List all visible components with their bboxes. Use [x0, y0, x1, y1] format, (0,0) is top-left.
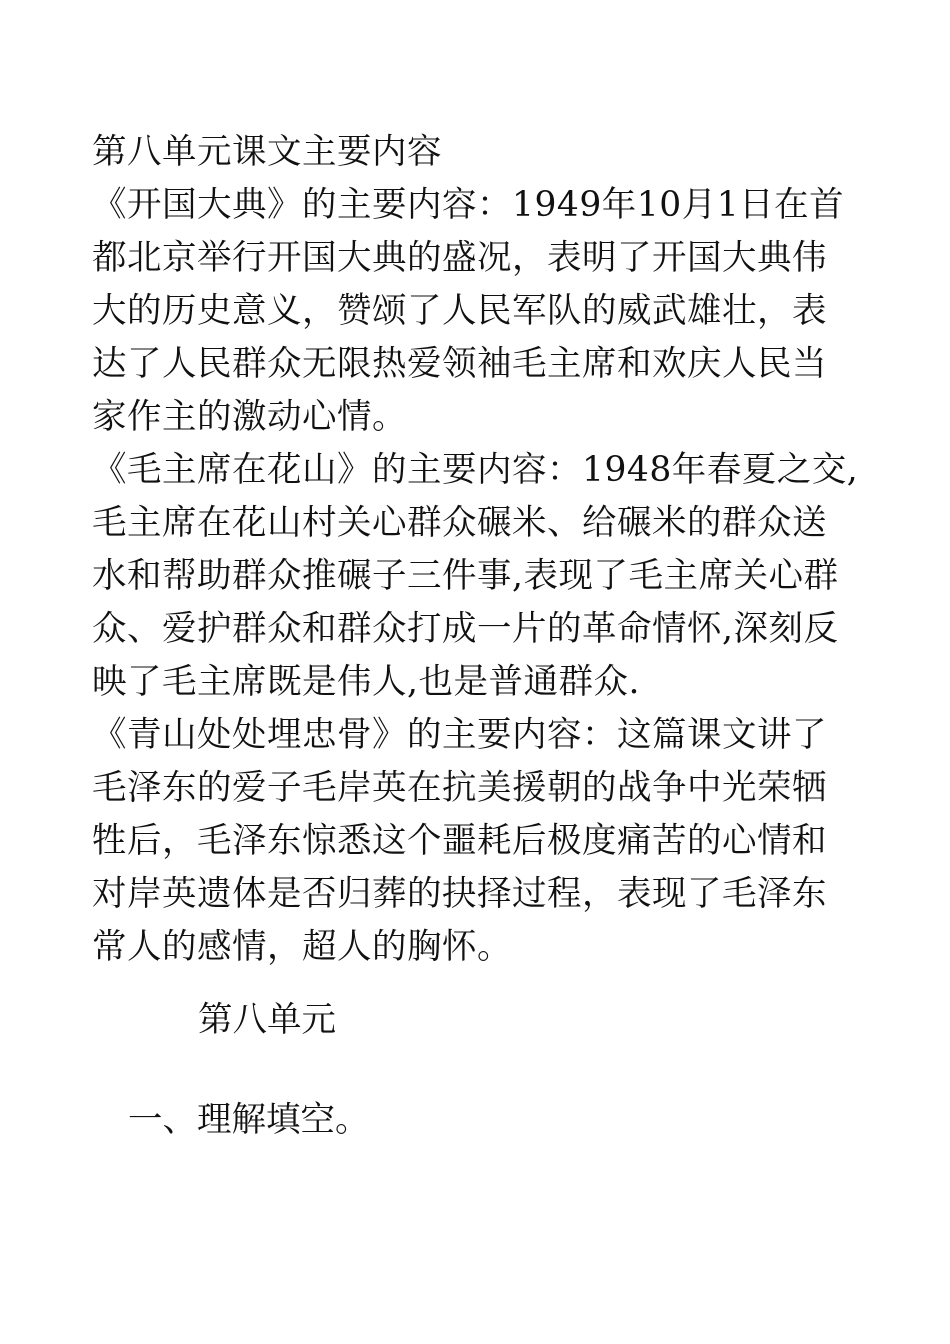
- paragraph-qingshan-zhonggu: 《青山处处埋忠骨》的主要内容：这篇课文讲了毛泽东的爱子毛岸英在抗美援朝的战争中光荣牺牲后，毛泽东惊悉这个噩耗后极度痛苦的心情和对岸英遗体是否归葬的抉择过程，表现了毛泽东常人的感情，超人的胸怀。: [92, 715, 827, 967]
- paragraph-mao-zhuxi-huashan: 《毛主席在花山》的主要内容：1948年春夏之交,毛主席在花山村关心群众碾米、给碾米的群众送水和帮助群众推碾子三件事,表现了毛主席关心群众、爱护群众和群众打成一片的革命情怀,深刻反映了毛主席既是伟人,也是普通群众.: [92, 450, 859, 702]
- document-body: [92, 126, 860, 974]
- document-title: 第八单元课文主要内容: [92, 132, 442, 172]
- section-title: 一、理解填空。: [128, 1100, 370, 1140]
- unit-title: 第八单元: [198, 1000, 336, 1040]
- paragraph-kaiguo-dadian: 《开国大典》的主要内容：1949年10月1日在首都北京举行开国大典的盛况，表明了开国大典伟大的历史意义，赞颂了人民军队的威武雄壮，表达了人民群众无限热爱领袖毛主席和欢庆人民当家作主的激动心情。: [92, 185, 845, 437]
